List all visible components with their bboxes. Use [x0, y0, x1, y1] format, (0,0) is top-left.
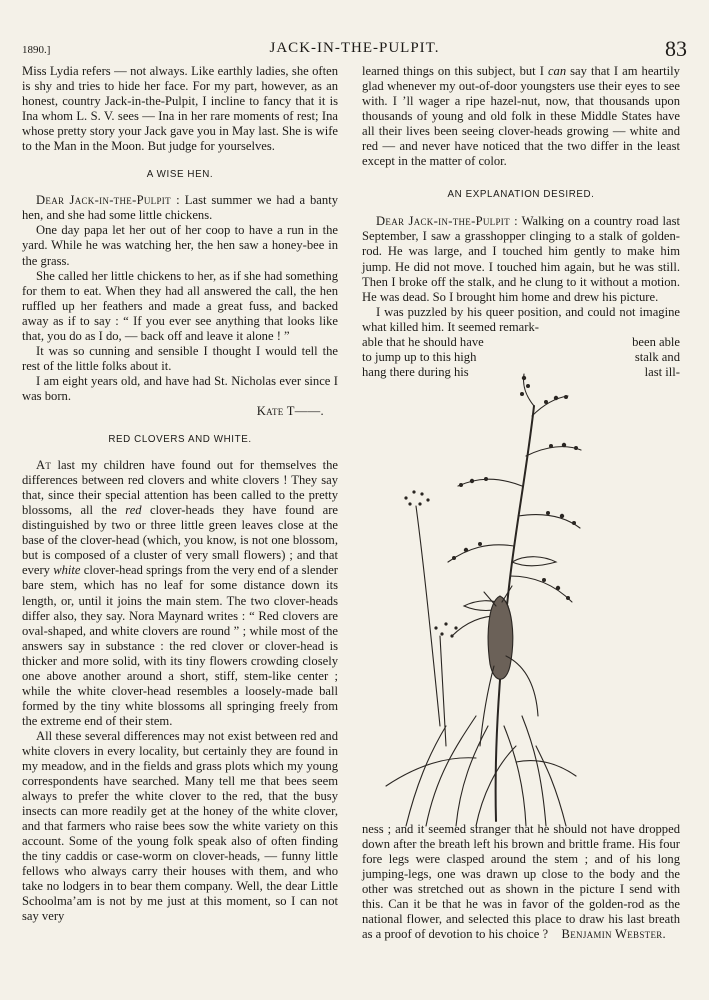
header-title: JACK-IN-THE-PULPIT. [269, 40, 440, 56]
wrap-left-1: able that he should have [362, 334, 484, 349]
explanation-paragraph-2-start: I was puzzled by his queer position, and could not imagine what killed him. It seemed remark- [362, 304, 680, 334]
hen-paragraph-2: One day papa let her out of her coop to have a run in the yard. While he was watching her, the hen saw a honey-bee in the grass. [22, 223, 338, 268]
hen-paragraph-4: It was so cunning and sensible I thought I would tell the rest of the little folks about it. [22, 343, 338, 373]
hen-salutation: Dear Jack-in-the-Pulpit : [36, 193, 180, 208]
explanation-paragraph-2-end: ness ; and it seemed stranger that he should not have dropped down after the breath left his brown and brittle frame. His four fore legs were clasped around the stem ; and of his long jumping-legs, one was drawn up close to the body and the other was stretched out as shown in the picture I send with this. Can it be that he was in favor of the golden-rod as the national flower, and selected this place to draw his last breath as a proof of devotion to his choice ? [362, 822, 680, 942]
explanation-signature: Benjamin Webster. [561, 927, 666, 942]
intro-paragraph: Miss Lydia refers — not always. Like earthly ladies, she often is shy and tries to hide her face. For my part, however, as an honest, country Jack-in-the-Pulpit, I incline to fancy that it is Ina whom L. S. V. sees — Ina in her rare moments of rest; Ina whose pretty story your Jack gave you in May last. She is wife to the Man in the Moon. But judge for yourselves. [22, 64, 338, 154]
page-header [22, 38, 687, 66]
section-heading-red-clovers: RED CLOVERS AND WHITE. [108, 434, 252, 446]
page-number: 83 [665, 36, 687, 61]
wrap-right-3: last ill- [644, 364, 680, 379]
grasshopper-illustration [376, 366, 588, 828]
hen-paragraph-3: She called her little chickens to her, as if she had something for them to eat. When they had all answered the call, the hen ruffled up her feathers and made a great fuss, and backed away as if to say : “ If you ever see anything that looks like that, you do as I do, — back off and leave it alone ! ” [22, 268, 338, 343]
hen-paragraph-5: I am eight years old, and have had St. Nicholas ever since I was born. [22, 373, 338, 403]
left-column [22, 64, 338, 925]
hen-paragraph-1: Dear Jack-in-the-Pulpit : Last summer we had a banty hen, and she had some little chickens. [22, 193, 338, 223]
goldenrod-grasshopper-drawing [376, 366, 588, 828]
wrap-line-1 [362, 335, 680, 350]
section-heading-explanation: AN EXPLANATION DESIRED. [447, 189, 595, 201]
section-heading-wise-hen: A WISE HEN. [146, 169, 214, 181]
wrap-left-2: to jump up to this high [362, 349, 477, 364]
wrap-right-1: been able [632, 334, 680, 349]
right-column-bottom [362, 822, 680, 942]
wrap-line-2 [362, 350, 680, 365]
wrap-right-2: stalk and [634, 349, 680, 364]
clovers-paragraph-2: All these several differences may not exist between red and white clovers in every locality, but certainly they are found in my meadow, and in the fields and grass plots which my young correspondents have searched. Many tell me that bees seem always to prefer the white clover to the red, that the busy insects can more readily get at the honey of the white clover, and that farmers who raise bees sow the white variety on this account. Some of the young folk speak also of often finding the tiny caddis or case-worm on clover-heads, — funny little fellows who always carry their houses with them, and who take no lodgers in to bear them company. Well, the dear Little Schoolma’am is not by me just at this moment, so I can not say very [22, 728, 338, 924]
explanation-paragraph-1: Dear Jack-in-the-Pulpit : Walking on a country road last September, I saw a grasshopper clinging to a stalk of golden-rod. He was large, and I touched him gently to make him jump. He did not move. I touched him again, but he was still. Then I broke off the stalk, and he clung to it without a motion. He was dead. So I brought him home and drew his picture. [362, 214, 680, 304]
continued-paragraph: learned things on this subject, but I can say that I am heartily glad whenever my out-of-door youngsters use their eyes to see with. I ’ll wager a ripe hazel-nut, now, that thousands upon thousands of young and old folk in these Middle States have all their lives been seeing clover-heads growing — white and red — and never have noticed that the two differ in the least except in the matter of color. [362, 64, 680, 169]
right-column [362, 64, 680, 380]
wrap-left-3: hang there during his [362, 364, 469, 379]
hen-signature: Kate T——. [256, 403, 324, 418]
clovers-paragraph-1: At last my children have found out for themselves the differences between red clovers and white clovers ! They say that, since their special attention has been called to the pretty blossoms, all the red clover-heads they have found are distinguished by two or three little green leaves close at the base of the clover-head (which, you know, is not one blossom, but is composed of a cluster of very small flowers) ; and that every white clover-head springs from the very end of a slender bare stem, which has no leaf for some distance down its length, or, until it joins the main stem. The two clover-heads differ also, they say. Nora Maynard writes : “ Red clovers are oval-shaped, and white clovers are round ” ; while most of the answers say in substance : the red clover or clover-head is thicker and more solid, with its tiny flowers crowding closely one above another around a short, stiff, stem-like center ; while the white clover-head resembles a loosely-made ball formed by the tiny white blossoms all springing freely from the extreme end of their stem. [22, 458, 338, 728]
explanation-salutation: Dear Jack-in-the-Pulpit : [376, 214, 518, 229]
header-date: 1890.] [22, 44, 51, 56]
